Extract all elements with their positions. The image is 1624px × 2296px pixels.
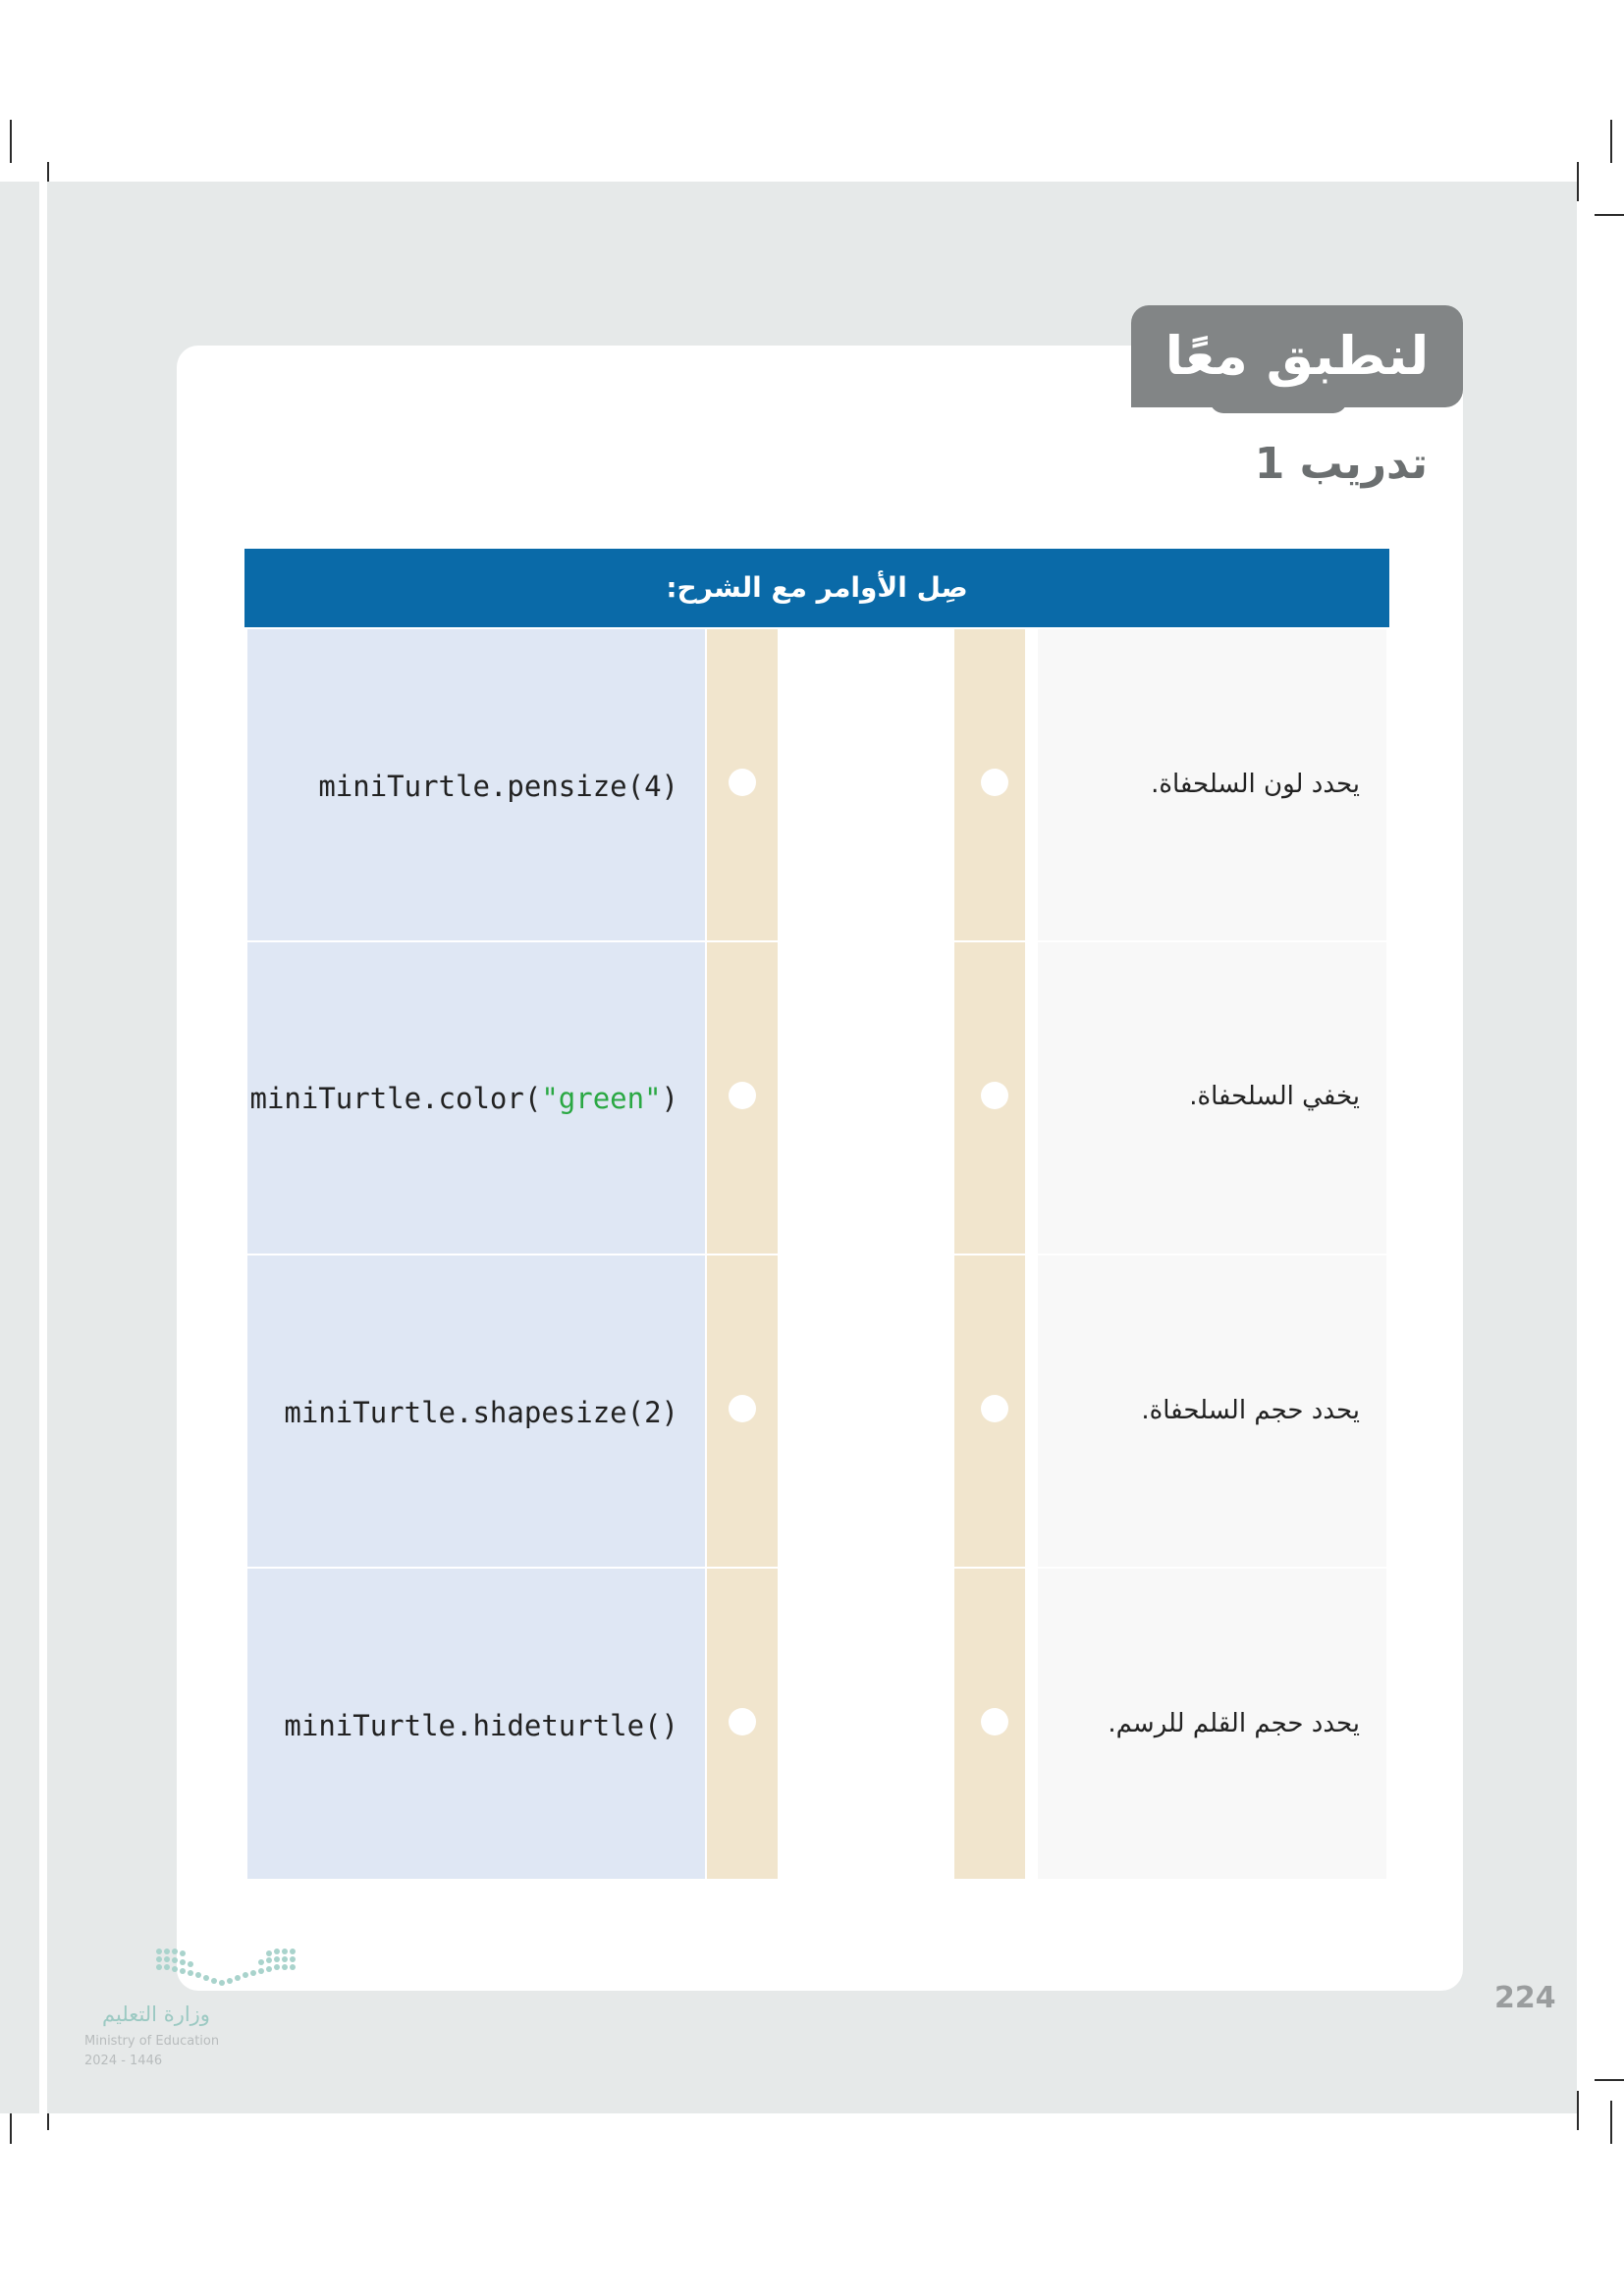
command-text: miniTurtle.color("green")	[249, 1082, 678, 1115]
command-connector-dot[interactable]	[729, 1082, 756, 1109]
description-connector-dot[interactable]	[981, 769, 1008, 796]
crop-mark	[1595, 214, 1624, 216]
row-separator	[244, 1567, 779, 1569]
description-text: يحدد لون السلحفاة.	[1151, 770, 1360, 799]
command-connector-dot[interactable]	[729, 769, 756, 796]
crop-mark	[10, 120, 12, 163]
crop-mark	[1577, 2091, 1579, 2130]
description-text: يخفي السلحفاة.	[1189, 1082, 1360, 1111]
crop-mark	[1595, 2079, 1624, 2081]
page-bleed-strip	[0, 182, 41, 2113]
description-connector-dot[interactable]	[981, 1082, 1008, 1109]
command-connector-dot[interactable]	[729, 1395, 756, 1422]
command-text: miniTurtle.hideturtle()	[284, 1709, 678, 1742]
command-text: miniTurtle.pensize(4)	[318, 770, 678, 803]
description-connector-dot[interactable]	[981, 1708, 1008, 1735]
description-connector-dot[interactable]	[981, 1395, 1008, 1422]
description-text: يحدد حجم القلم للرسم.	[1108, 1709, 1360, 1738]
description-text: يحدد حجم السلحفاة.	[1141, 1396, 1360, 1425]
ministry-name-arabic: وزارة التعليم	[102, 2002, 210, 2026]
ministry-year: 2024 - 1446	[84, 2054, 163, 2068]
command-connector-dot[interactable]	[729, 1708, 756, 1735]
heading-label: لنطبق معًا	[1164, 325, 1430, 387]
row-separator	[244, 1254, 779, 1255]
row-separator	[954, 1254, 1389, 1255]
table-header: صِل الأوامر مع الشرح:	[244, 549, 1389, 627]
crop-mark	[1610, 120, 1612, 163]
row-separator	[244, 940, 779, 942]
heading-tag	[1131, 305, 1463, 407]
page-number: 224	[1494, 1981, 1556, 2015]
crop-mark	[1610, 2101, 1612, 2144]
crop-mark	[1577, 162, 1579, 201]
command-text: miniTurtle.shapesize(2)	[284, 1396, 678, 1429]
ministry-logo	[82, 1946, 308, 2073]
row-separator	[954, 1567, 1389, 1569]
ministry-logo-icon	[153, 1946, 300, 1991]
exercise-title: تدريب 1	[1254, 439, 1428, 489]
row-separator	[954, 940, 1389, 942]
ministry-name-english: Ministry of Education	[84, 2034, 220, 2049]
